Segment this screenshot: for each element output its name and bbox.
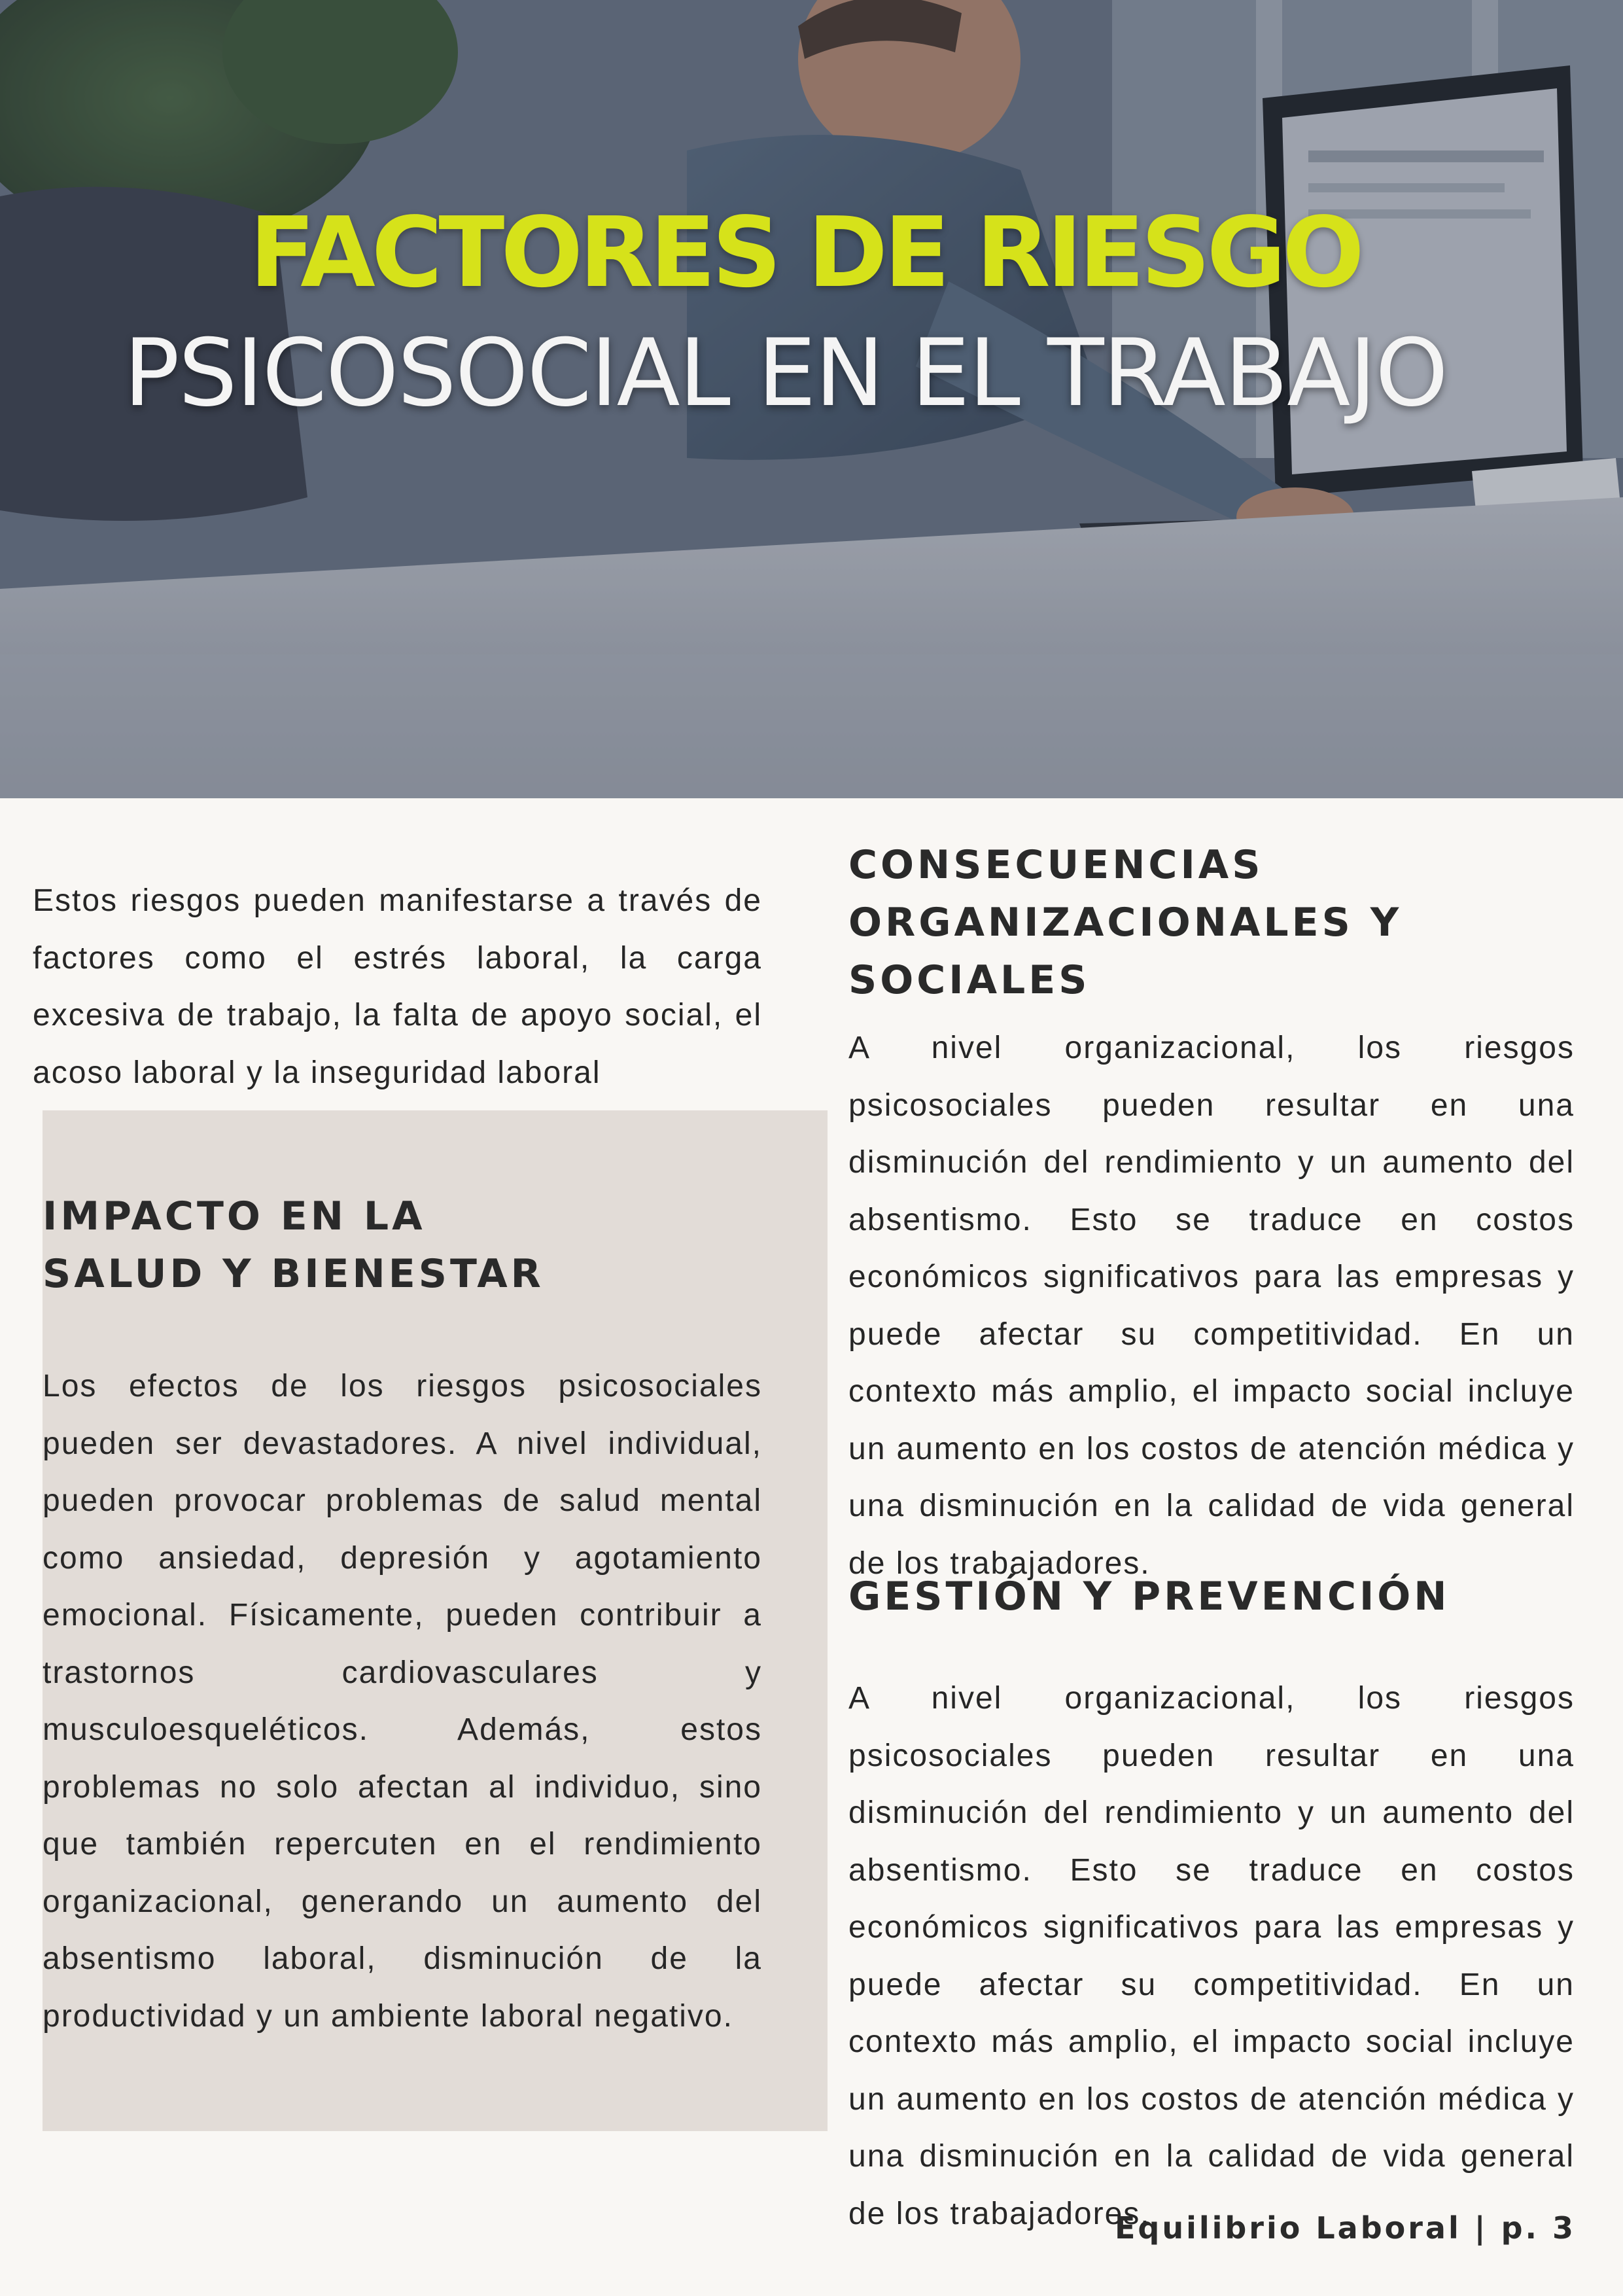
impact-paragraph: Los efectos de los riesgos psicosociales pueden ser devastadores. A nivel individual, pueden provocar problemas de salud mental como ansiedad, depresión y agotamiento emocional. Físicamente, pueden contribuir a trastornos cardiovasculares y musculoesqueléticos. Además, estos problemas no solo afectan al individuo, sino que también repercuten en el rendimiento organizacional, generando un aumento del absentismo laboral, disminución de la productividad y un ambiente laboral negativo. [43, 1369, 762, 2034]
impact-heading: IMPACTO EN LA SALUD Y BIENESTAR [43, 1193, 544, 1297]
consequences-paragraph: A nivel organizacional, los riesgos psicosociales pueden resultar en una disminución del rendimiento y un aumento del absentismo. Esto se traduce en costos económicos significativos para las empresas y puede afectar su competitividad. En un contexto más amplio, el impacto social incluye un aumento en los costos de atención médica y una disminución en la calidad de vida general de los trabajadores. [848, 1031, 1575, 1581]
consequences-heading: CONSECUENCIAS ORGANIZACIONALES Y SOCIALES [848, 842, 1403, 1003]
hero-banner [0, 0, 1623, 798]
hero-title-line2: PSICOSOCIAL EN EL TRABAJO [124, 319, 1447, 427]
intro-paragraph: Estos riesgos pueden manifestarse a través de factores como el estrés laboral, la carga excesiva de trabajo, la falta de apoyo social, el acoso laboral y la inseguridad laboral [33, 883, 762, 1090]
page-footer: Equilibrio Laboral | p. 3 [1114, 2210, 1576, 2246]
management-heading: GESTIÓN Y PREVENCIÓN [848, 1574, 1450, 1619]
management-paragraph: A nivel organizacional, los riesgos psicosociales pueden resultar en una disminución del rendimiento y un aumento del absentismo. Esto se traduce en costos económicos significativos para las empresas y puede afectar su competitividad. En un contexto más amplio, el impacto social incluye un aumento en los costos de atención médica y una disminución en la calidad de vida general de los trabajadores. [848, 1681, 1575, 2231]
hero-title-line1: FACTORES DE RIESGO [249, 196, 1361, 309]
